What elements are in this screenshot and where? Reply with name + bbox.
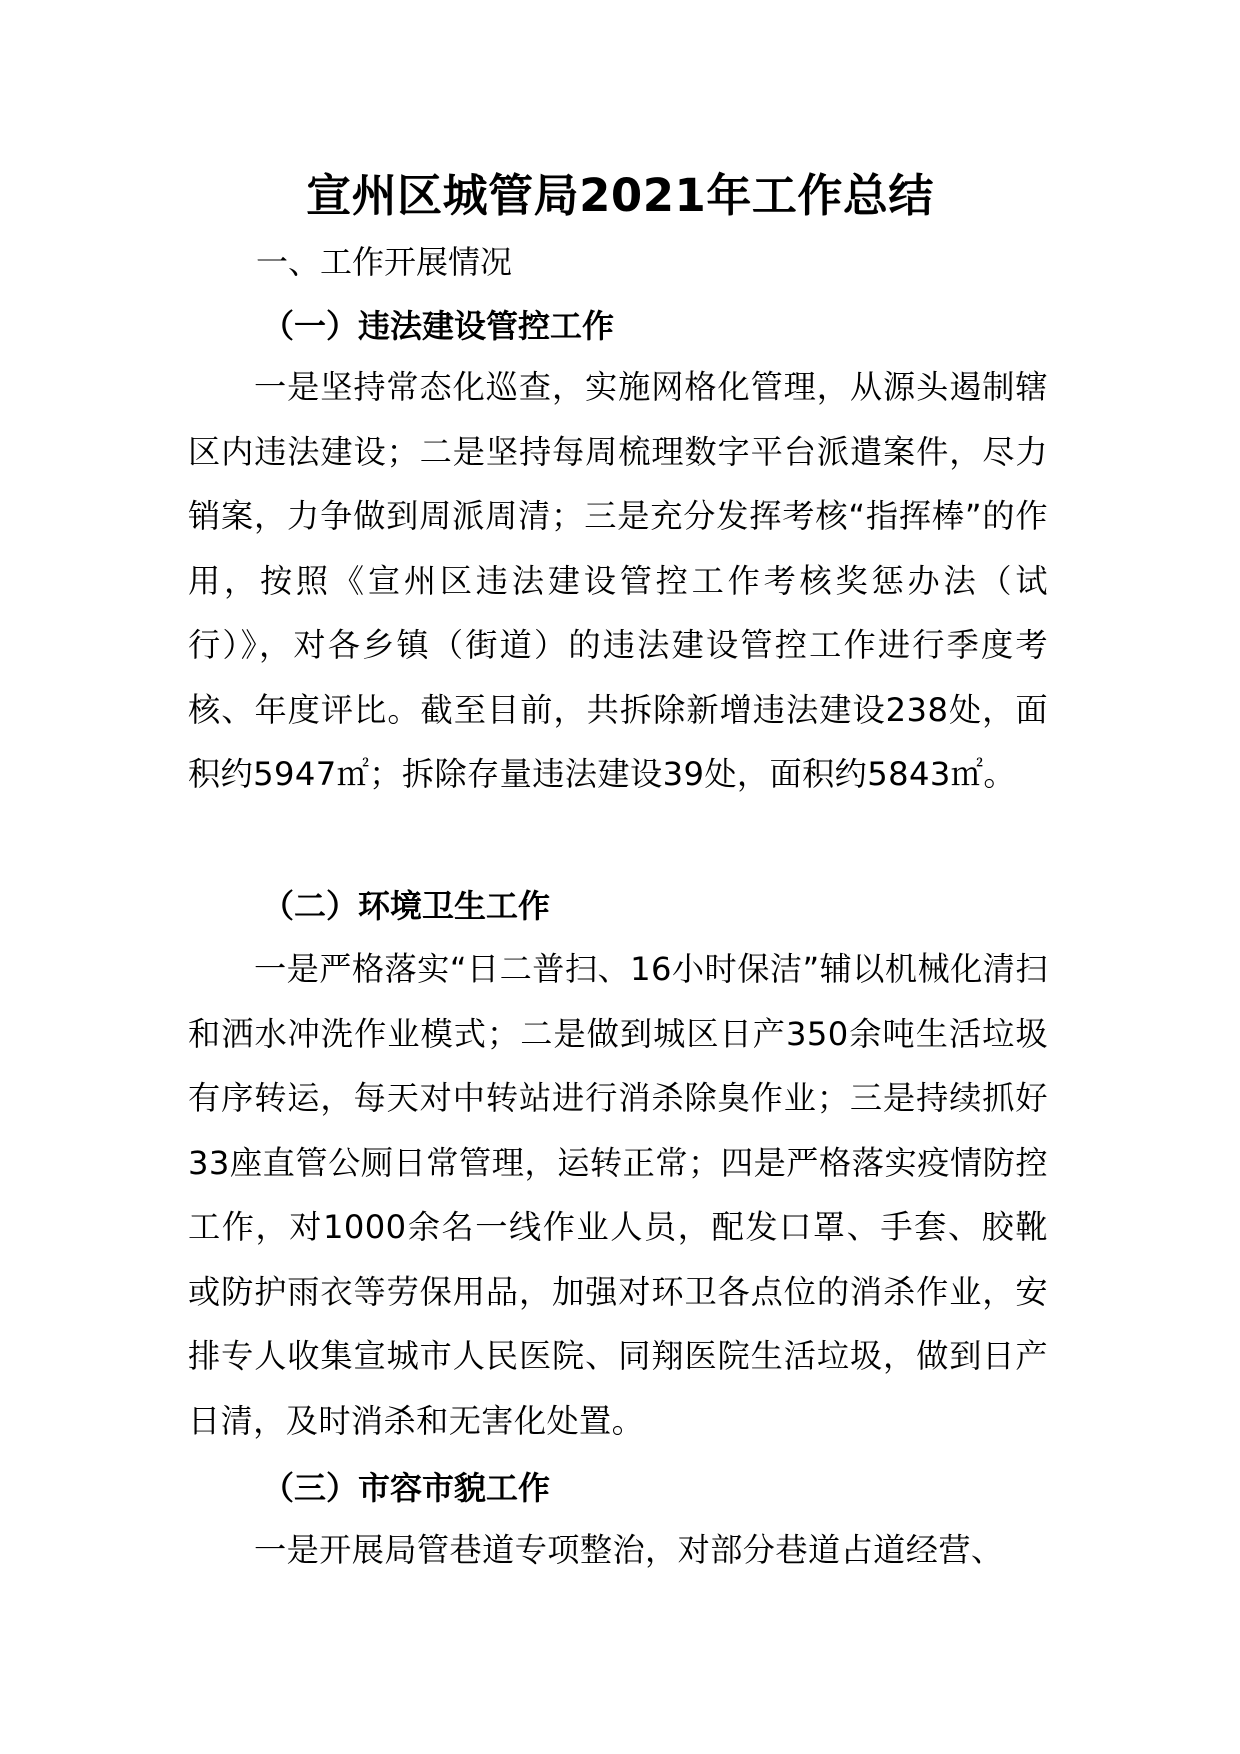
subsection-heading-sanitation: （二）环境卫生工作 (262, 887, 551, 925)
subsection-heading-illegal-construction: （一）违法建设管控工作 (262, 307, 615, 345)
subsection-heading-city-appearance: （三）市容市貌工作 (262, 1469, 551, 1507)
paragraph-city-appearance: 一是开展局管巷道专项整治，对部分巷道占道经营、 (254, 1531, 1004, 1569)
paragraph-sanitation: 一是严格落实“日二普扫、16小时保洁”辅以机械化清扫和洒水冲洗作业模式；二是做到城区日产350余吨生活垃圾有序转运，每天对中转站进行消杀除臭作业；三是持续抓好33座直管公厕日常管理，运转正常；四是严格落实疫情防控工作，对1000余名一线作业人员，配发口罩、手套、胶靴或防护雨衣等劳保用品，加强对环卫各点位的消杀作业，安排专人收集宣城市人民医院、同翔医院生活垃圾，做到日产日清，及时消杀和无害化处置。 (188, 950, 1048, 1440)
paragraph-illegal-construction: 一是坚持常态化巡查，实施网格化管理，从源头遏制辖区内违法建设；二是坚持每周梳理数字平台派遣案件，尽力销案，力争做到周派周清；三是充分发挥考核“指挥棒”的作用，按照《宣州区违法建设管控工作考核奖惩办法（试行）》，对各乡镇（街道）的违法建设管控工作进行季度考核、年度评比。截至目前，共拆除新增违法建设238处，面积约5947㎡；拆除存量违法建设39处，面积约5843㎡。 (188, 368, 1048, 793)
section-heading-work-progress: 一、工作开展情况 (256, 243, 513, 281)
document-title: 宣州区城管局2021年工作总结 (306, 169, 934, 222)
